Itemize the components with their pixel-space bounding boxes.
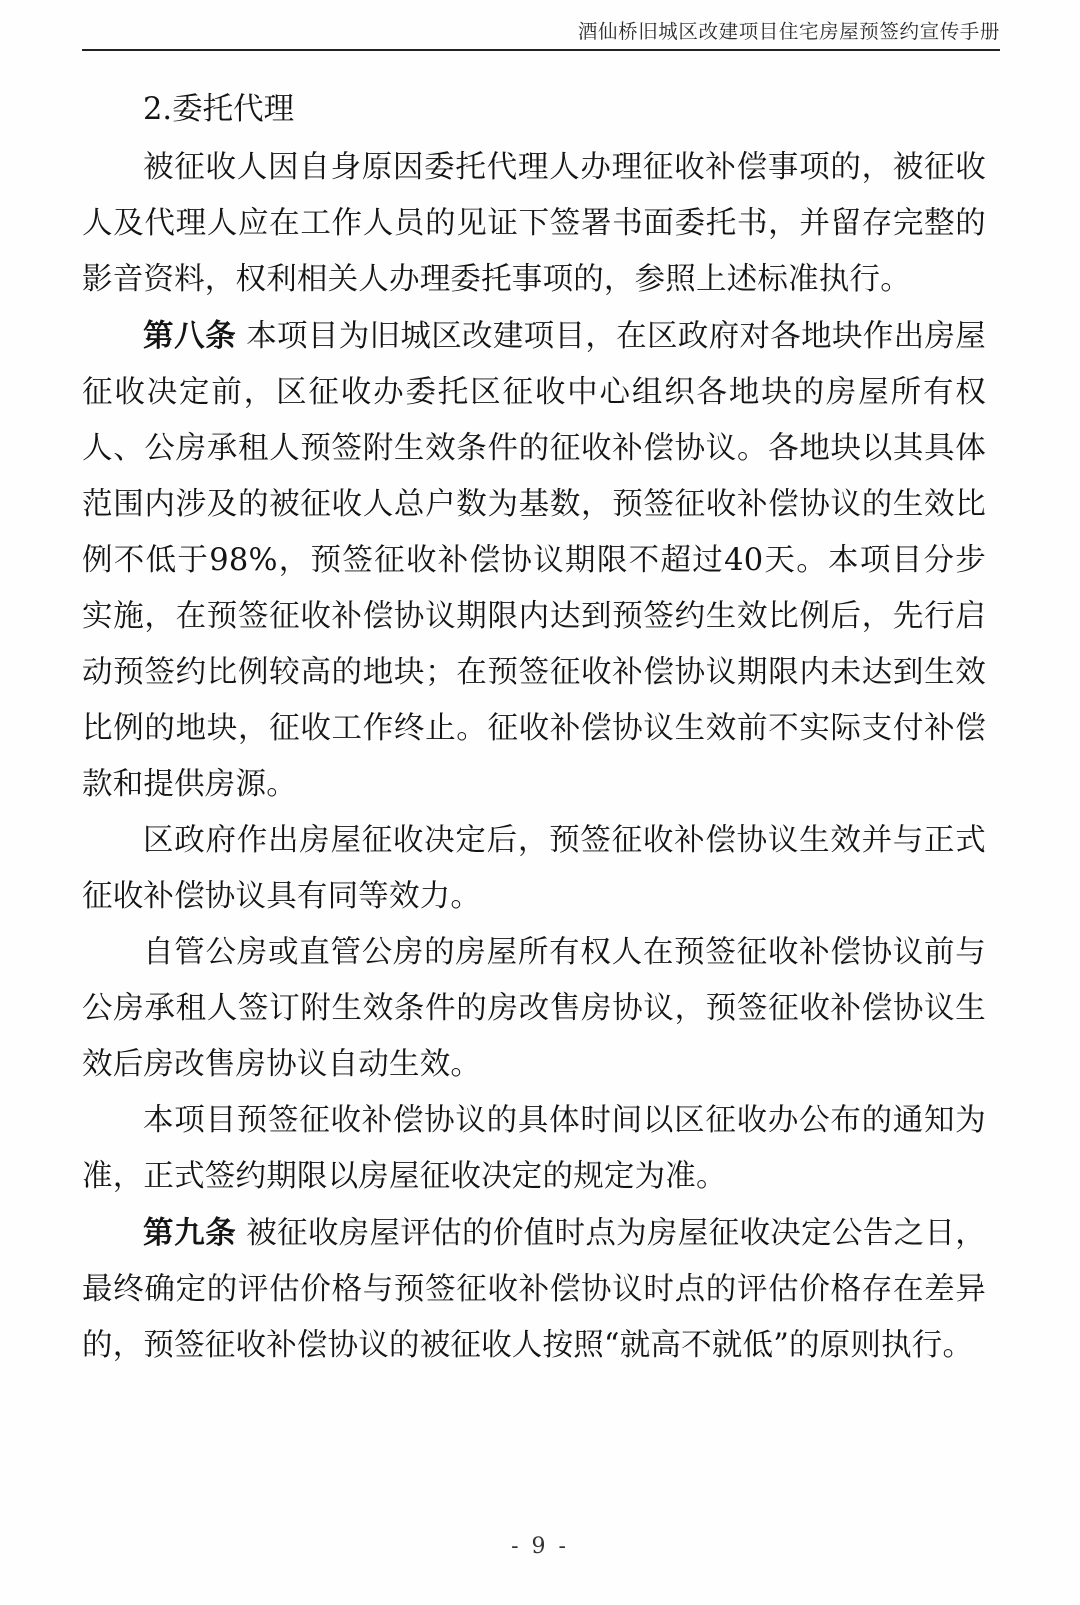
sub-heading-entrusted-agency: 2.委托代理 [143, 92, 295, 127]
running-header [82, 18, 1000, 50]
paragraph-article-8-public-housing: 自管公房或直管公房的房屋所有权人在预签征收补偿协议前与公房承租人签订附生效条件的房改售房协议，预签征收补偿协议生效后房改售房协议自动生效。 [82, 935, 986, 1082]
paragraph-entrusted-agency: 被征收人因自身原因委托代理人办理征收补偿事项的，被征收人及代理人应在工作人员的见证下签署书面委托书，并留存完整的影音资料，权利相关人办理委托事项的，参照上述标准执行。 [82, 150, 986, 297]
label-spacer [236, 319, 246, 354]
label-spacer [236, 1216, 246, 1251]
paragraph-article-8-effect: 区政府作出房屋征收决定后，预签征收补偿协议生效并与正式征收补偿协议具有同等效力。 [82, 823, 986, 914]
article-8-text: 本项目为旧城区改建项目，在区政府对各地块作出房屋征收决定前，区征收办委托区征收中心组织各地块的房屋所有权人、公房承租人预签附生效条件的征收补偿协议。各地块以其具体范围内涉及的被征收人总户数为基数，预签征收补偿协议的生效比例不低于98%，预签征收补偿协议期限不超过40天。本项目分步实施，在预签征收补偿协议期限内达到预签约生效比例后，先行启动预签约比例较高的地块；在预签征收补偿协议期限内未达到生效比例的地块，征收工作终止。征收补偿协议生效前不实际支付补偿款和提供房源。 [82, 319, 986, 802]
document-body [82, 82, 986, 1374]
paragraph-article-8-schedule: 本项目预签征收补偿协议的具体时间以区征收办公布的通知为准，正式签约期限以房屋征收决定的规定为准。 [82, 1103, 986, 1194]
article-label-9: 第九条 [143, 1215, 237, 1251]
header-rule-divider [82, 49, 1000, 51]
paragraph-article-9 [82, 1205, 986, 1374]
page-footer [0, 1534, 1080, 1559]
article-label-8: 第八条 [143, 318, 237, 354]
page-number: - 9 - [511, 1534, 569, 1559]
paragraph-article-8 [82, 308, 986, 813]
article-9-text: 被征收房屋评估的价值时点为房屋征收决定公告之日，最终确定的评估价格与预签征收补偿协议时点的评估价格存在差异的，预签征收补偿协议的被征收人按照“就高不就低”的原则执行。 [82, 1216, 986, 1363]
header-title: 酒仙桥旧城区改建项目住宅房屋预签约宣传手册 [577, 20, 1000, 43]
